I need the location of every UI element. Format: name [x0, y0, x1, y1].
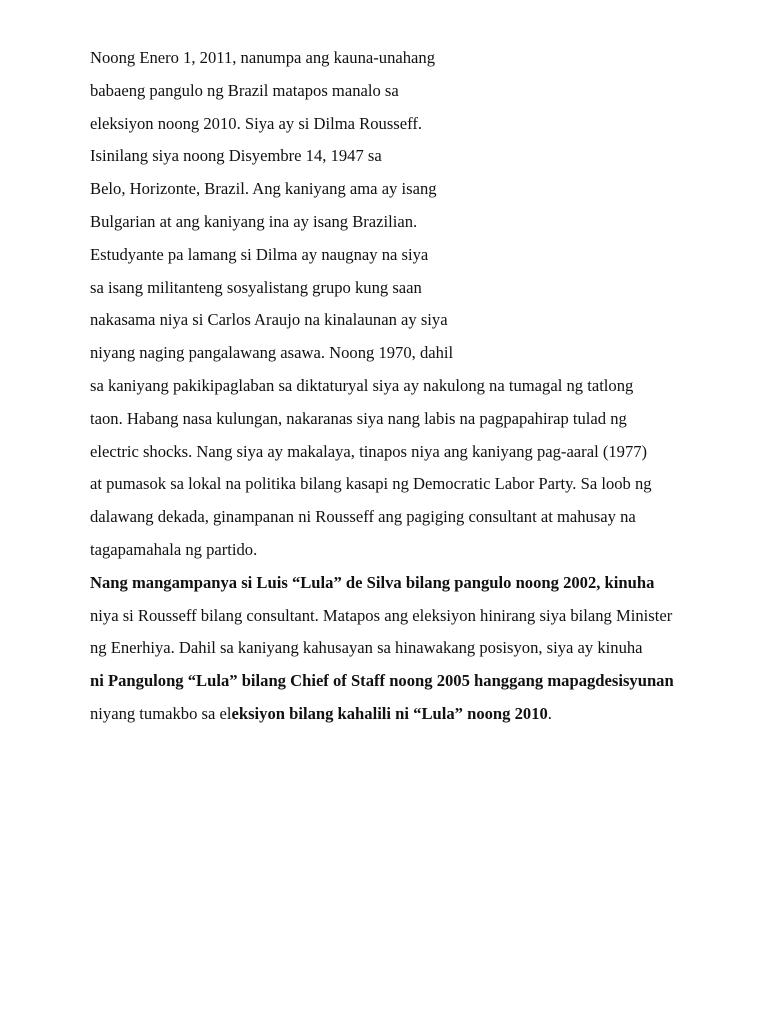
text-run: sa kaniyang pakikipaglaban sa diktaturyal siya ay nakulong na tumagal ng tatlong — [90, 375, 634, 395]
text-line — [90, 372, 730, 405]
text-run: Noong Enero 1, 2011, nanumpa ang kauna-unahang — [90, 48, 435, 67]
text-run: niya si Rousseff bilang consultant. Matapos ang eleksiyon hinirang siya bilang Minister — [90, 605, 673, 625]
text-run: taon. Habang nasa kulungan, nakaranas siya nang labis na pagpapahirap tulad ng — [90, 408, 627, 428]
bold-text-run: ni Pangulong “Lula” bilang Chief of Staff noong 2005 hanggang mapagdesisyunan — [90, 671, 674, 691]
text-line — [90, 438, 730, 471]
text-run: babaeng pangulo ng Brazil matapos manalo sa — [90, 80, 399, 100]
text-run: dalawang dekada, ginampanan ni Rousseff ang pagiging consultant at mahusay na — [90, 507, 636, 527]
text-run: electric shocks. Nang siya ay makalaya, tinapos niya ang kaniyang pag-aaral (1977) — [90, 441, 648, 461]
text-run: niyang tumakbo sa el — [90, 703, 232, 723]
text-line — [90, 110, 730, 143]
text-line — [90, 536, 730, 569]
text-run: eleksiyon noong 2010. Siya ay si Dilma Rousseff. — [90, 113, 423, 133]
text-line — [90, 77, 730, 110]
text-run: niyang naging pangalawang asawa. Noong 1970, dahil — [90, 343, 454, 363]
text-line — [90, 405, 730, 438]
text-run: nakasama niya si Carlos Araujo na kinalaunan ay siya — [90, 310, 448, 330]
text-line — [90, 503, 730, 536]
text-run: Isinilang siya noong Disyembre 14, 1947 sa — [90, 146, 382, 166]
text-run: . — [547, 703, 552, 723]
text-line — [90, 569, 730, 602]
text-line — [90, 208, 730, 241]
text-run: tagapamahala ng partido. — [90, 539, 258, 559]
text-run: Bulgarian at ang kaniyang ina ay isang Brazilian. — [90, 211, 418, 231]
text-run: Belo, Horizonte, Brazil. Ang kaniyang ama ay isang — [90, 179, 437, 199]
bold-text-run: eksiyon bilang kahalili ni “Lula” noong 2010 — [231, 703, 548, 723]
document-body — [90, 44, 730, 733]
text-run: Estudyante pa lamang si Dilma ay naugnay na siya — [90, 244, 429, 264]
text-line — [90, 667, 730, 700]
text-run: ng Enerhiya. Dahil sa kaniyang kahusayan sa hinawakang posisyon, siya ay kinuha — [90, 638, 643, 658]
text-line — [90, 602, 730, 635]
text-line — [90, 700, 730, 733]
text-line — [90, 470, 730, 503]
bold-text-run: Nang mangampanya si Luis “Lula” de Silva bilang pangulo noong 2002, kinuha — [90, 572, 655, 592]
text-line — [90, 634, 730, 667]
text-line — [90, 306, 730, 339]
text-line — [90, 274, 730, 307]
text-line — [90, 241, 730, 274]
text-line — [90, 44, 730, 77]
text-run: sa isang militanteng sosyalistang grupo kung saan — [90, 277, 422, 297]
text-line — [90, 142, 730, 175]
text-line — [90, 175, 730, 208]
text-run: at pumasok sa lokal na politika bilang kasapi ng Democratic Labor Party. Sa loob ng — [90, 474, 652, 494]
text-line — [90, 339, 730, 372]
